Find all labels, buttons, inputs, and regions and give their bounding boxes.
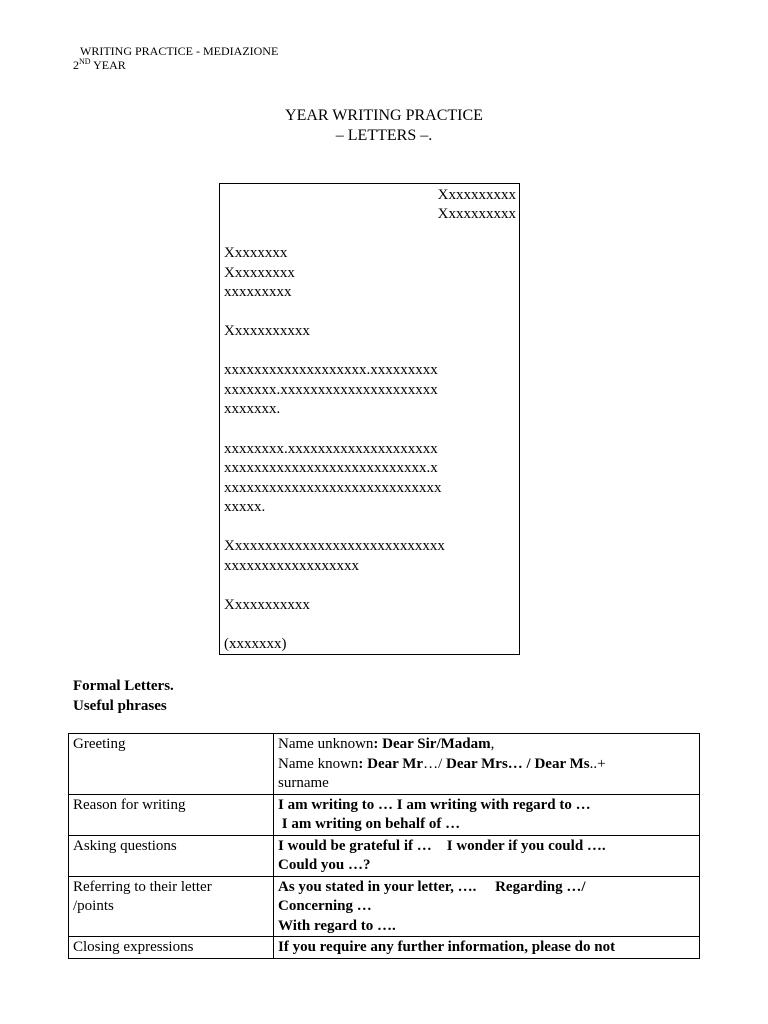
- letter-template: [219, 183, 520, 655]
- phrase-text: : Dear Sir/Madam: [373, 736, 491, 752]
- page-subtitle: – LETTERS –.: [335, 127, 433, 144]
- letter-body-line: xxxxxxx.xxxxxxxxxxxxxxxxxxxxx: [224, 382, 438, 398]
- letter-body-line: Xxxxxxxxxxxxxxxxxxxxxxxxxxxxx: [224, 538, 445, 554]
- phrase-examples: [274, 937, 700, 959]
- phrase-line: [278, 755, 695, 775]
- table-row: [69, 794, 700, 835]
- phrase-text: Dear Mrs… / Dear Ms: [446, 755, 590, 772]
- phrase-category-label: Reason for writing: [73, 796, 186, 813]
- phrase-line: If you require any further information, please do not: [278, 939, 616, 955]
- phrase-text: ,: [490, 736, 495, 752]
- phrase-line: surname: [278, 775, 329, 791]
- phrase-line: With regard to ….: [278, 917, 396, 934]
- phrase-category: [69, 876, 274, 937]
- header-course-title: WRITING PRACTICE - MEDIAZIONE: [80, 44, 279, 58]
- letter-closing: Xxxxxxxxxxx: [224, 597, 310, 613]
- phrase-category-label: Closing expressions: [73, 939, 194, 955]
- phrase-text: Name unknown: [278, 736, 374, 752]
- phrase-examples: [274, 734, 700, 795]
- phrase-examples: [274, 835, 700, 876]
- section-heading: Formal Letters.: [73, 678, 174, 694]
- phrase-text: Name known: [278, 755, 359, 772]
- table-row: [69, 937, 700, 959]
- phrase-category-label: Greeting: [73, 736, 126, 752]
- phrase-line: As you stated in your letter, …. Regarding …/: [278, 878, 586, 895]
- header-year-label: YEAR: [90, 58, 126, 72]
- header-year: [73, 58, 126, 72]
- phrase-text: : Dear Mr: [358, 755, 424, 772]
- phrase-category-label: Referring to their letter: [73, 878, 212, 895]
- phrase-text: ..+: [589, 755, 606, 772]
- header-year-ordinal: ND: [79, 57, 91, 66]
- section-subheading: Useful phrases: [73, 698, 167, 714]
- phrase-category-label: /points: [73, 898, 114, 914]
- phrase-line: I would be grateful if … I wonder if you could ….: [278, 837, 606, 854]
- table-row: [69, 835, 700, 876]
- phrase-line: I am writing to … I am writing with regard to …: [278, 796, 591, 813]
- letter-salutation: Xxxxxxxxxxx: [224, 323, 310, 339]
- sender-address-line: Xxxxxxxxxx: [437, 206, 516, 222]
- table-row: [69, 734, 700, 795]
- useful-phrases-table: [68, 733, 700, 959]
- phrase-line: Could you …?: [278, 857, 371, 873]
- header-year-number: 2: [73, 58, 79, 72]
- table-row: [69, 876, 700, 937]
- letter-body-line: xxxxxxxx.xxxxxxxxxxxxxxxxxxxx: [224, 441, 438, 457]
- letter-body-line: xxxxxxxxxxxxxxxxxxx.xxxxxxxxx: [224, 362, 438, 378]
- phrase-category: [69, 937, 274, 959]
- phrase-category: [69, 835, 274, 876]
- phrase-examples: [274, 794, 700, 835]
- phrase-examples: [274, 876, 700, 937]
- recipient-address-line: xxxxxxxxx: [224, 284, 292, 300]
- page-title: YEAR WRITING PRACTICE: [285, 107, 483, 124]
- sender-address-line: Xxxxxxxxxx: [437, 187, 516, 203]
- phrase-category: [69, 734, 274, 795]
- letter-signature: (xxxxxxx): [224, 636, 287, 652]
- letter-body-line: xxxxxxx.: [224, 401, 281, 417]
- phrase-category-label: Asking questions: [73, 837, 177, 854]
- phrase-line: Concerning …: [278, 898, 372, 914]
- recipient-address-line: Xxxxxxxxx: [224, 265, 295, 281]
- phrase-line: I am writing on behalf of …: [278, 816, 461, 832]
- letter-body-line: xxxxx.: [224, 499, 266, 515]
- recipient-address-line: Xxxxxxxx: [224, 245, 288, 261]
- letter-body-line: xxxxxxxxxxxxxxxxxx: [224, 558, 359, 574]
- letter-body-line: xxxxxxxxxxxxxxxxxxxxxxxxxxxxx: [224, 480, 442, 496]
- phrase-text: …/: [423, 755, 447, 772]
- phrase-category: [69, 794, 274, 835]
- phrase-line: [278, 735, 695, 755]
- letter-body-line: xxxxxxxxxxxxxxxxxxxxxxxxxxx.x: [224, 460, 438, 476]
